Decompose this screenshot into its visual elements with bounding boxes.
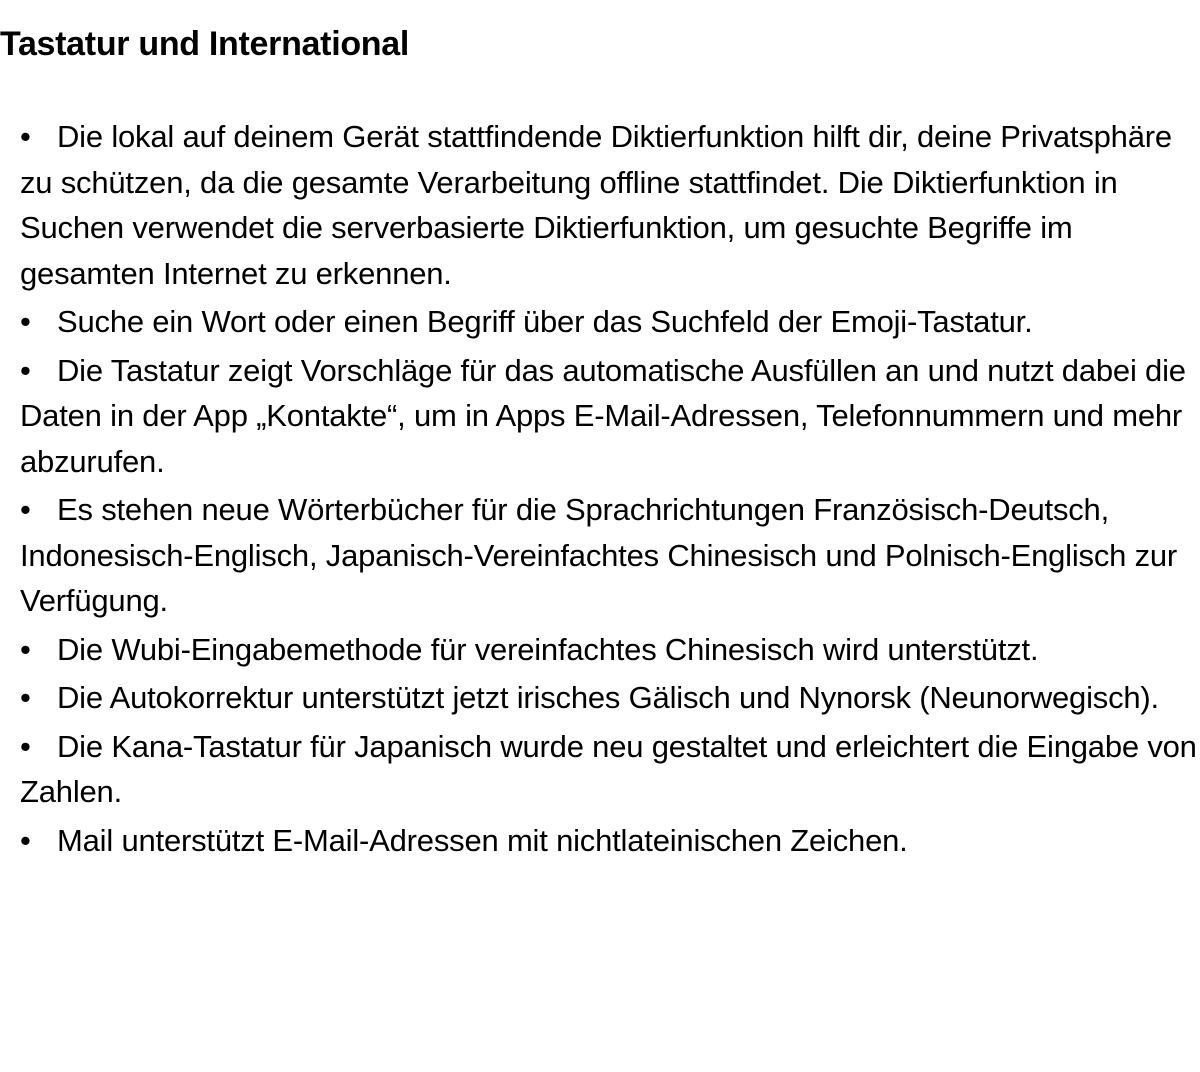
bullet-icon: •: [20, 728, 31, 764]
bullet-icon: •: [20, 304, 31, 339]
list-item: [20, 299, 1200, 345]
list-item-text: Die lokal auf deinem Gerät stattfindende Diktierfunktion hilft dir, deine Privatsphäre zu schützen, da die gesamte Verarbeitung offline stattfindet. Die Diktierfunktion in Suchen verwendet die serverbasierte Diktierfunktion, um gesuchte Begriffe im gesamten Internet zu erkennen.: [20, 119, 1172, 291]
bullet-icon: •: [20, 680, 31, 715]
list-item-text: Mail unterstützt E-Mail-Adressen mit nichtlateinischen Zeichen.: [57, 822, 908, 858]
section-title: Tastatur und International: [0, 25, 410, 63]
list-item: [20, 487, 1200, 624]
bullet-icon: •: [20, 492, 31, 527]
bullet-icon: •: [20, 631, 31, 667]
list-item-text: Die Wubi-Eingabemethode für vereinfachtes Chinesisch wird unterstützt.: [57, 631, 1039, 667]
list-item-text: Es stehen neue Wörterbücher für die Sprachrichtungen Französisch-Deutsch, Indonesisch-Englisch, Japanisch-Vereinfachtes Chinesisch und Polnisch-Englisch zur Verfügung.: [20, 492, 1178, 618]
list-item: [20, 627, 1200, 673]
list-item: [20, 114, 1200, 296]
bullet-icon: •: [20, 119, 31, 154]
bullet-icon: •: [20, 352, 31, 388]
list-item: [20, 348, 1200, 485]
feature-list: [20, 114, 1200, 866]
list-item-text: Die Kana-Tastatur für Japanisch wurde neu gestaltet und erleichtert die Eingabe von Zahlen.: [20, 728, 1197, 809]
list-item: [20, 724, 1200, 815]
list-item: [20, 818, 1200, 864]
list-item: [20, 675, 1200, 721]
bullet-icon: •: [20, 822, 31, 858]
list-item-text: Die Tastatur zeigt Vorschläge für das automatische Ausfüllen an und nutzt dabei die Daten in der App „Kontakte“, um in Apps E-Mail-Adressen, Telefonnummern und mehr abzurufen.: [20, 352, 1186, 479]
list-item-text: Die Autokorrektur unterstützt jetzt irisches Gälisch und Nynorsk (Neunorwegisch).: [57, 680, 1159, 715]
list-item-text: Suche ein Wort oder einen Begriff über das Suchfeld der Emoji-Tastatur.: [57, 304, 1033, 339]
